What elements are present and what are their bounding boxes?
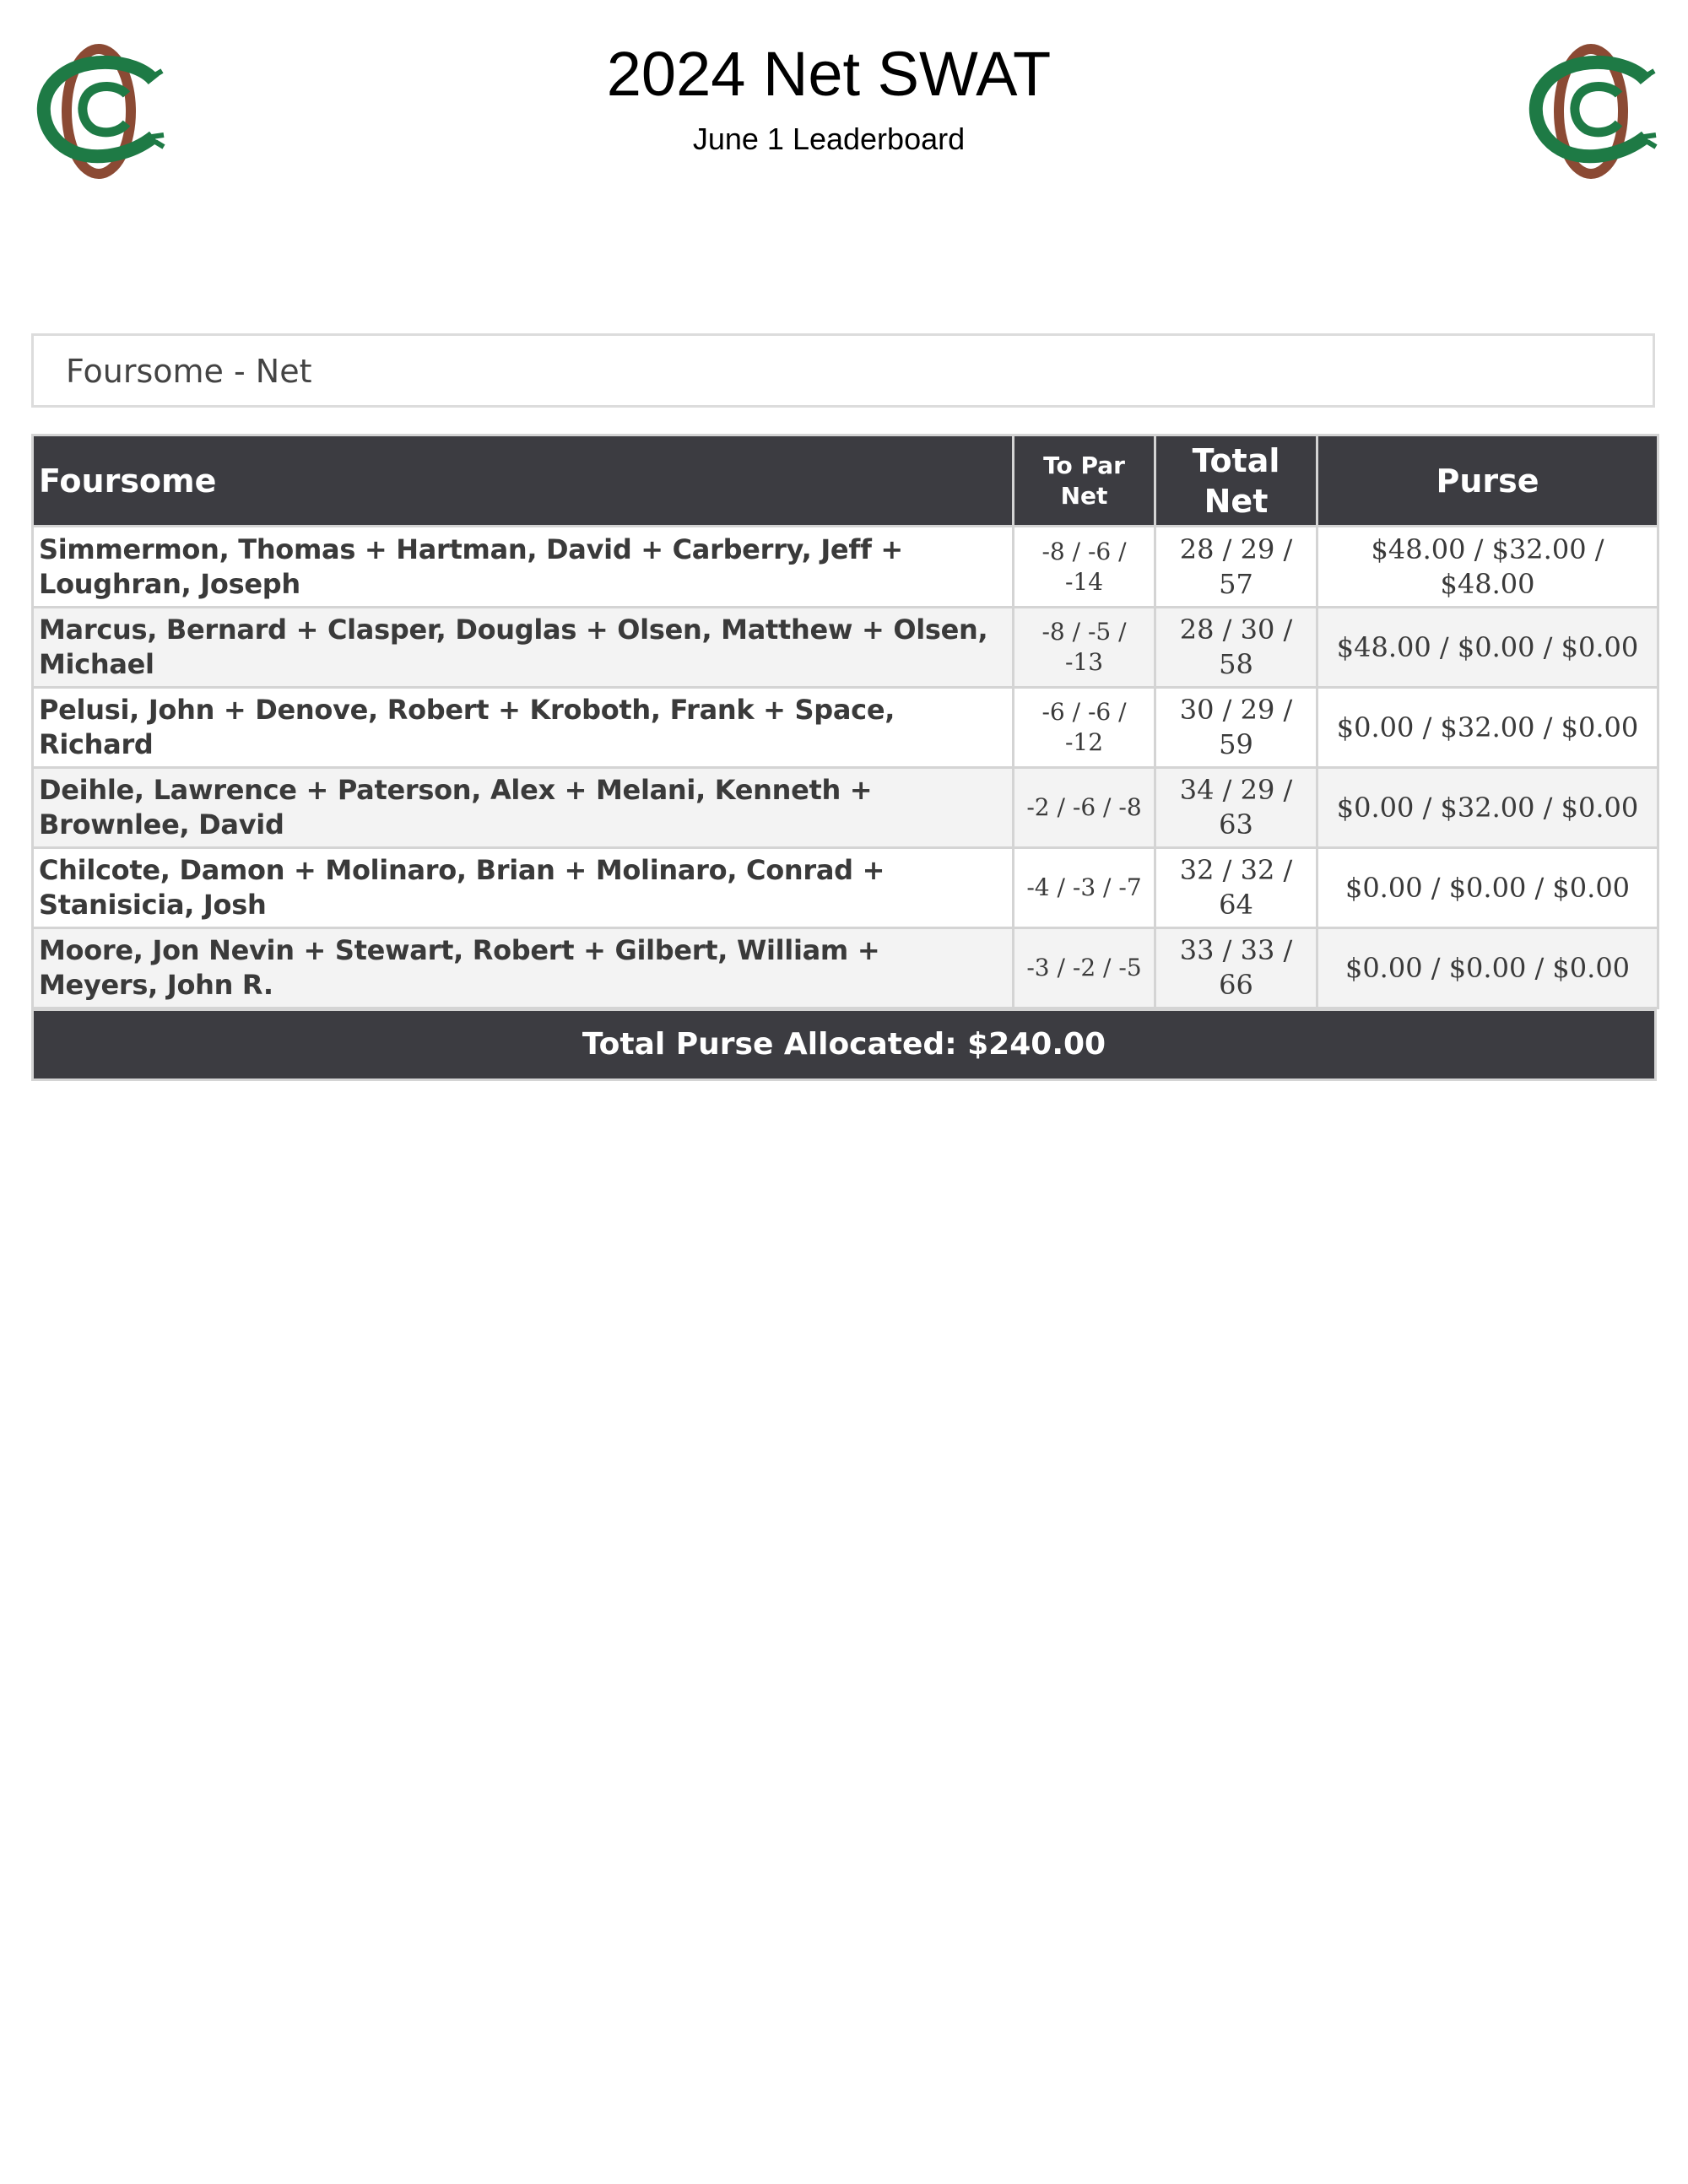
to-par-cell: -8 / -6 / -14 xyxy=(1014,527,1155,608)
column-header-purse: Purse xyxy=(1317,435,1658,527)
leaderboard-table xyxy=(31,434,1659,1009)
total-net-cell: 32 / 32 / 64 xyxy=(1155,848,1317,928)
column-header-to-par-line1: To Par xyxy=(1043,451,1125,479)
to-par-cell: -3 / -2 / -5 xyxy=(1014,928,1155,1008)
purse-cell: $48.00 / $32.00 / $48.00 xyxy=(1317,527,1658,608)
section-header xyxy=(31,333,1655,408)
column-header-foursome: Foursome xyxy=(33,435,1014,527)
column-header-to-par-net xyxy=(1014,435,1155,527)
table-row xyxy=(33,688,1658,768)
foursome-cell: Pelusi, John + Denove, Robert + Kroboth, Frank + Space, Richard xyxy=(33,688,1014,768)
foursome-cell: Chilcote, Damon + Molinaro, Brian + Molinaro, Conrad + Stanisicia, Josh xyxy=(33,848,1014,928)
page-title: 2024 Net SWAT xyxy=(606,39,1052,109)
column-header-total-net xyxy=(1155,435,1317,527)
purse-cell: $0.00 / $0.00 / $0.00 xyxy=(1317,928,1658,1008)
purse-cell: $0.00 / $32.00 / $0.00 xyxy=(1317,768,1658,848)
column-header-total-line1: Total xyxy=(1192,441,1280,479)
total-net-cell: 28 / 30 / 58 xyxy=(1155,608,1317,688)
purse-cell: $0.00 / $0.00 / $0.00 xyxy=(1317,848,1658,928)
table-row xyxy=(33,768,1658,848)
section-title: Foursome - Net xyxy=(66,353,312,390)
total-purse-bar: Total Purse Allocated: $240.00 xyxy=(31,1008,1657,1081)
total-net-cell: 33 / 33 / 66 xyxy=(1155,928,1317,1008)
total-net-cell: 28 / 29 / 57 xyxy=(1155,527,1317,608)
table-row xyxy=(33,928,1658,1008)
column-header-total-line2: Net xyxy=(1204,482,1269,520)
to-par-cell: -2 / -6 / -8 xyxy=(1014,768,1155,848)
to-par-cell: -4 / -3 / -7 xyxy=(1014,848,1155,928)
total-net-cell: 34 / 29 / 63 xyxy=(1155,768,1317,848)
purse-cell: $48.00 / $0.00 / $0.00 xyxy=(1317,608,1658,688)
total-net-cell: 30 / 29 / 59 xyxy=(1155,688,1317,768)
table-row xyxy=(33,848,1658,928)
foursome-cell: Deihle, Lawrence + Paterson, Alex + Melani, Kenneth + Brownlee, David xyxy=(33,768,1014,848)
table-header-row xyxy=(33,435,1658,527)
foursome-cell: Marcus, Bernard + Clasper, Douglas + Olsen, Matthew + Olsen, Michael xyxy=(33,608,1014,688)
to-par-cell: -6 / -6 / -12 xyxy=(1014,688,1155,768)
page-subtitle: June 1 Leaderboard xyxy=(692,122,966,156)
table-row xyxy=(33,527,1658,608)
table-row xyxy=(33,608,1658,688)
foursome-cell: Simmermon, Thomas + Hartman, David + Carberry, Jeff + Loughran, Joseph xyxy=(33,527,1014,608)
purse-cell: $0.00 / $32.00 / $0.00 xyxy=(1317,688,1658,768)
foursome-cell: Moore, Jon Nevin + Stewart, Robert + Gilbert, William + Meyers, John R. xyxy=(33,928,1014,1008)
to-par-cell: -8 / -5 / -13 xyxy=(1014,608,1155,688)
column-header-to-par-line2: Net xyxy=(1060,481,1108,510)
